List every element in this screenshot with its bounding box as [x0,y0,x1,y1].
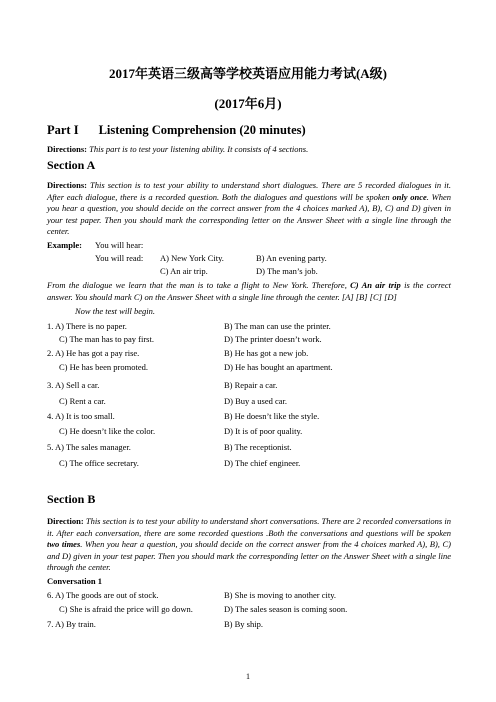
option-a: 5. A) The sales manager. [47,442,131,452]
example-option-d: D) The man’s job. [256,266,318,276]
section-a-directions-label: Directions: [47,180,87,190]
question-row [47,619,451,631]
question-row [47,334,451,346]
example-option-a: A) New York City. [160,253,224,263]
option-c: C) The office secretary. [59,458,139,468]
section-b-directions-text-2: . When you hear a question, you should decide on the correct answer from the 4 choices marked A), B), C) and D) given in your test paper. Then you should mark the corresponding letter on the Answer Sheet with a single line through the center. [47,539,451,573]
conversation-heading: Conversation 1 [47,576,103,586]
example-option-b: B) An evening party. [256,253,327,263]
section-b-directions-text-1: This section is to test your ability to understand short conversations. There are 2 recorded conversations in it. After each conversation, there are some recorded questions .Both the conversations and questions will be spoken [47,516,451,538]
example-option-c: C) An air trip. [160,266,208,276]
example-explanation-2: is the correct answer. You should mark C) on the Answer Sheet with a single line through the center. [A] [B] [C] [D] [47,280,451,302]
option-a: 7. A) By train. [47,619,96,629]
option-d: D) It is of poor quality. [224,426,303,436]
option-d: D) The chief engineer. [224,458,301,468]
you-will-read: You will read: [95,253,144,263]
section-a-directions-emphasis: only once [392,191,427,202]
option-d: D) The sales season is coming soon. [224,604,348,614]
option-c: C) He has been promoted. [59,362,148,372]
document-title: 2017年英语三级高等学校英语应用能力考试(A级) [108,66,388,81]
section-b-heading: Section B [47,492,96,506]
question-row [47,380,451,392]
question-row [47,396,451,408]
question-row [47,426,451,438]
option-b: B) The man can use the printer. [224,321,331,331]
section-b-directions-label: Direction: [47,516,84,526]
option-b: B) Repair a car. [224,380,278,390]
question-row [47,362,451,374]
section-a-heading: Section A [47,158,96,172]
you-will-hear: You will hear: [95,240,144,250]
question-row [47,604,451,616]
question-row [47,458,451,470]
option-a: 1. A) There is no paper. [47,321,127,331]
option-c: C) He doesn’t like the color. [59,426,156,436]
example-explanation [47,280,451,303]
begin-note: Now the test will begin. [75,306,156,316]
section-b-directions [47,516,451,574]
option-a: 4. A) It is too small. [47,411,115,421]
option-c: C) She is afraid the price will go down. [59,604,193,614]
question-row [47,348,451,360]
question-row [47,590,451,602]
option-c: C) Rent a car. [59,396,106,406]
option-b: B) The receptionist. [224,442,292,452]
option-b: B) She is moving to another city. [224,590,337,600]
page-number: 1 [246,672,250,681]
option-b: B) He doesn’t like the style. [224,411,320,421]
document-subtitle: (2017年6月) [214,96,282,111]
part-name: Listening Comprehension (20 minutes) [98,123,306,137]
option-d: D) He has bought an apartment. [224,362,333,372]
option-c: C) The man has to pay first. [59,334,154,344]
option-a: 3. A) Sell a car. [47,380,100,390]
part-number: Part I [47,123,79,137]
option-a: 2. A) He has got a pay rise. [47,348,140,358]
section-a-directions [47,180,451,238]
example-answer: C) An air trip [350,280,401,290]
option-d: D) The printer doesn’t work. [224,334,322,344]
part-directions [47,144,308,154]
option-a: 6. A) The goods are out of stock. [47,590,159,600]
example-label: Example: [47,240,82,250]
example-explanation-1: From the dialogue we learn that the man is to take a flight to New York. Therefore, [47,280,347,290]
option-d: D) Buy a used car. [224,396,288,406]
option-b: B) By ship. [224,619,263,629]
question-row [47,411,451,423]
part-directions-text: This part is to test your listening ability. It consists of 4 sections. [89,144,309,154]
directions-label: Directions: [47,144,87,154]
part-heading [47,123,306,138]
section-a-directions-text-2: . When you hear a question, you should decide on the correct answer from the 4 choices marked A), B), C) and D) given in your test paper. Then you should mark the corresponding letter on the Answer Sheet with a single line through the center. [47,191,452,237]
question-row [47,321,451,333]
section-a-directions-text-1: This section is to test your ability to understand short dialogues. There are 5 recorded dialogues in it. After each dialogue, there is a recorded question. Both the dialogues and questions will be spoken [47,180,451,202]
section-b-directions-emphasis: two times [47,539,81,550]
question-row [47,442,451,454]
option-b: B) He has got a new job. [224,348,309,358]
